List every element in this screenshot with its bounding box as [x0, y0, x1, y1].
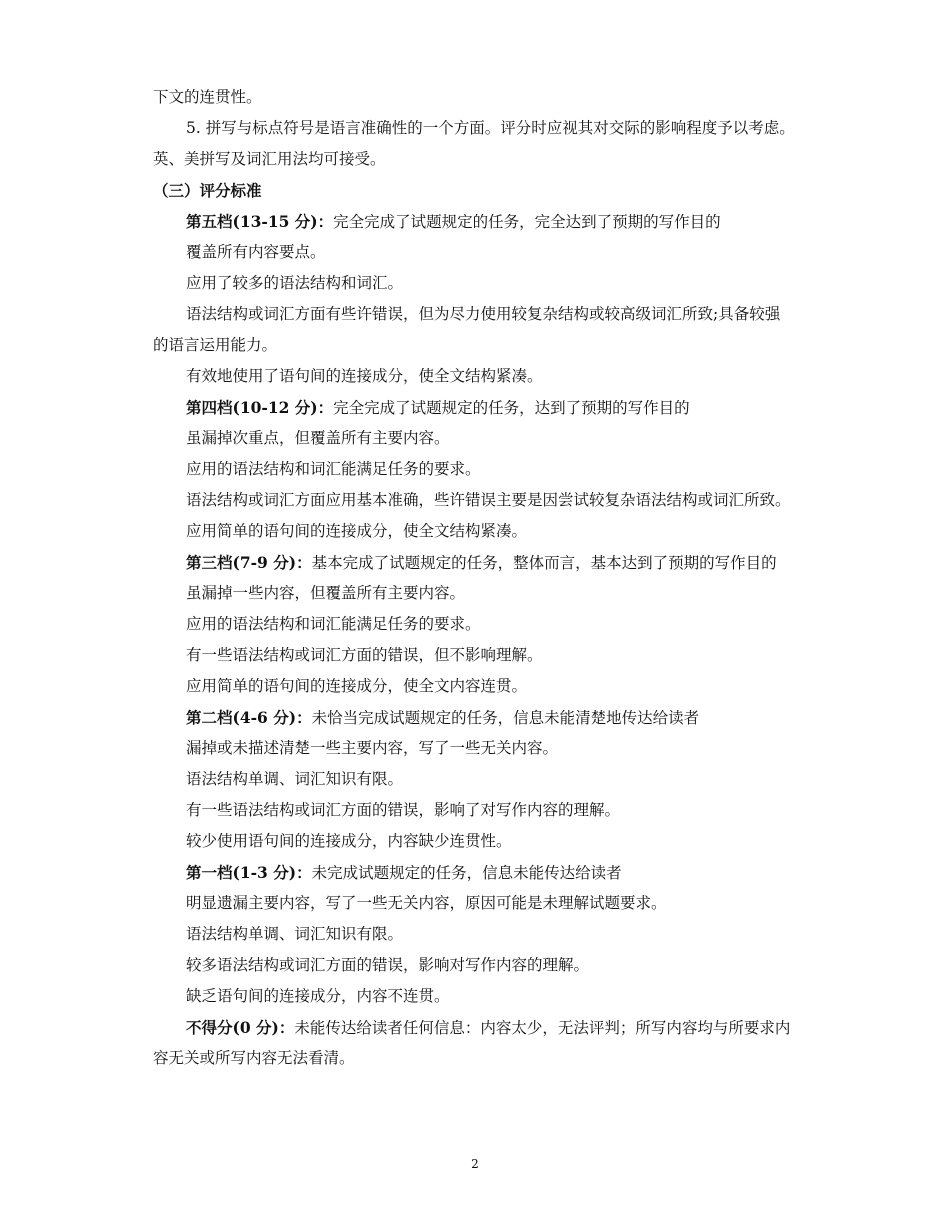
band-summary: 完全完成了试题规定的任务，达到了预期的写作目的: [333, 399, 690, 417]
band-detail: 语法结构单调、词汇知识有限。: [186, 925, 404, 943]
band-detail: 明显遗漏主要内容，写了一些无关内容，原因可能是未理解试题要求。: [186, 894, 667, 912]
band-2-title: [153, 702, 823, 733]
page-number: 2: [471, 1157, 479, 1171]
band-detail: 语法结构或词汇方面有些许错误，但为尽力使用较复杂结构或较高级词汇所致;具备较强: [186, 305, 781, 323]
band-summary: 未能传达给读者任何信息：内容太少，无法评判；所写内容均与所要求内: [294, 1019, 791, 1037]
band-detail: 应用简单的语句间的连接成分，使全文结构紧凑。: [186, 522, 528, 540]
page-content: [153, 82, 823, 1074]
band-detail: 较多语法结构或词汇方面的错误，影响对写作内容的理解。: [186, 956, 590, 974]
band-3-title: [153, 547, 823, 578]
band-detail: 虽漏掉一些内容，但覆盖所有主要内容。: [186, 584, 466, 602]
band-detail: 应用简单的语句间的连接成分，使全文内容连贯。: [186, 677, 528, 695]
band-0-title: [153, 1012, 823, 1043]
band-detail-continuation: 容无关或所写内容无法看清。: [153, 1049, 355, 1067]
band-detail: 语法结构单调、词汇知识有限。: [186, 770, 404, 788]
section-heading: （三）评分标准: [153, 181, 262, 200]
band-label: 第三档(7-9 分)：: [186, 553, 312, 572]
band-summary: 完全完成了试题规定的任务，完全达到了预期的写作目的: [333, 213, 721, 231]
band-detail: 语法结构或词汇方面应用基本准确，些许错误主要是因尝试较复杂语法结构或词汇所致。: [186, 491, 791, 509]
band-detail: 有效地使用了语句间的连接成分，使全文结构紧凑。: [186, 367, 543, 385]
band-detail: 应用了较多的语法结构和词汇。: [186, 274, 404, 292]
intro-line: 下文的连贯性。: [153, 88, 262, 106]
band-label: 不得分(0 分)：: [186, 1018, 295, 1037]
band-detail: 缺乏语句间的连接成分，内容不连贯。: [186, 987, 450, 1005]
band-summary: 未完成试题规定的任务，信息未能传达给读者: [311, 864, 622, 882]
intro-line: 英、美拼写及词汇用法均可接受。: [153, 150, 386, 168]
band-summary: 未恰当完成试题规定的任务，信息未能清楚地传达给读者: [311, 709, 700, 727]
band-detail: 应用的语法结构和词汇能满足任务的要求。: [186, 460, 481, 478]
intro-line: 5. 拼写与标点符号是语言准确性的一个方面。评分时应视其对交际的影响程度予以考虑。: [186, 119, 795, 137]
band-5-title: [153, 206, 823, 237]
band-label: 第五档(13-15 分)：: [186, 212, 334, 231]
band-detail: 虽漏掉次重点，但覆盖所有主要内容。: [186, 429, 450, 447]
band-1-title: [153, 857, 823, 888]
band-label: 第一档(1-3 分)：: [186, 863, 312, 882]
band-summary: 基本完成了试题规定的任务，整体而言，基本达到了预期的写作目的: [311, 554, 777, 572]
band-detail: 较少使用语句间的连接成分，内容缺少连贯性。: [186, 832, 512, 850]
band-detail: 有一些语法结构或词汇方面的错误，但不影响理解。: [186, 646, 543, 664]
band-detail: 覆盖所有内容要点。: [186, 243, 326, 261]
band-detail-continuation: 的语言运用能力。: [153, 336, 278, 354]
band-label: 第二档(4-6 分)：: [186, 708, 312, 727]
band-detail: 应用的语法结构和词汇能满足任务的要求。: [186, 615, 481, 633]
band-detail: 有一些语法结构或词汇方面的错误，影响了对写作内容的理解。: [186, 801, 621, 819]
band-4-title: [153, 392, 823, 423]
band-detail: 漏掉或未描述清楚一些主要内容，写了一些无关内容。: [186, 739, 559, 757]
band-label: 第四档(10-12 分)：: [186, 398, 334, 417]
